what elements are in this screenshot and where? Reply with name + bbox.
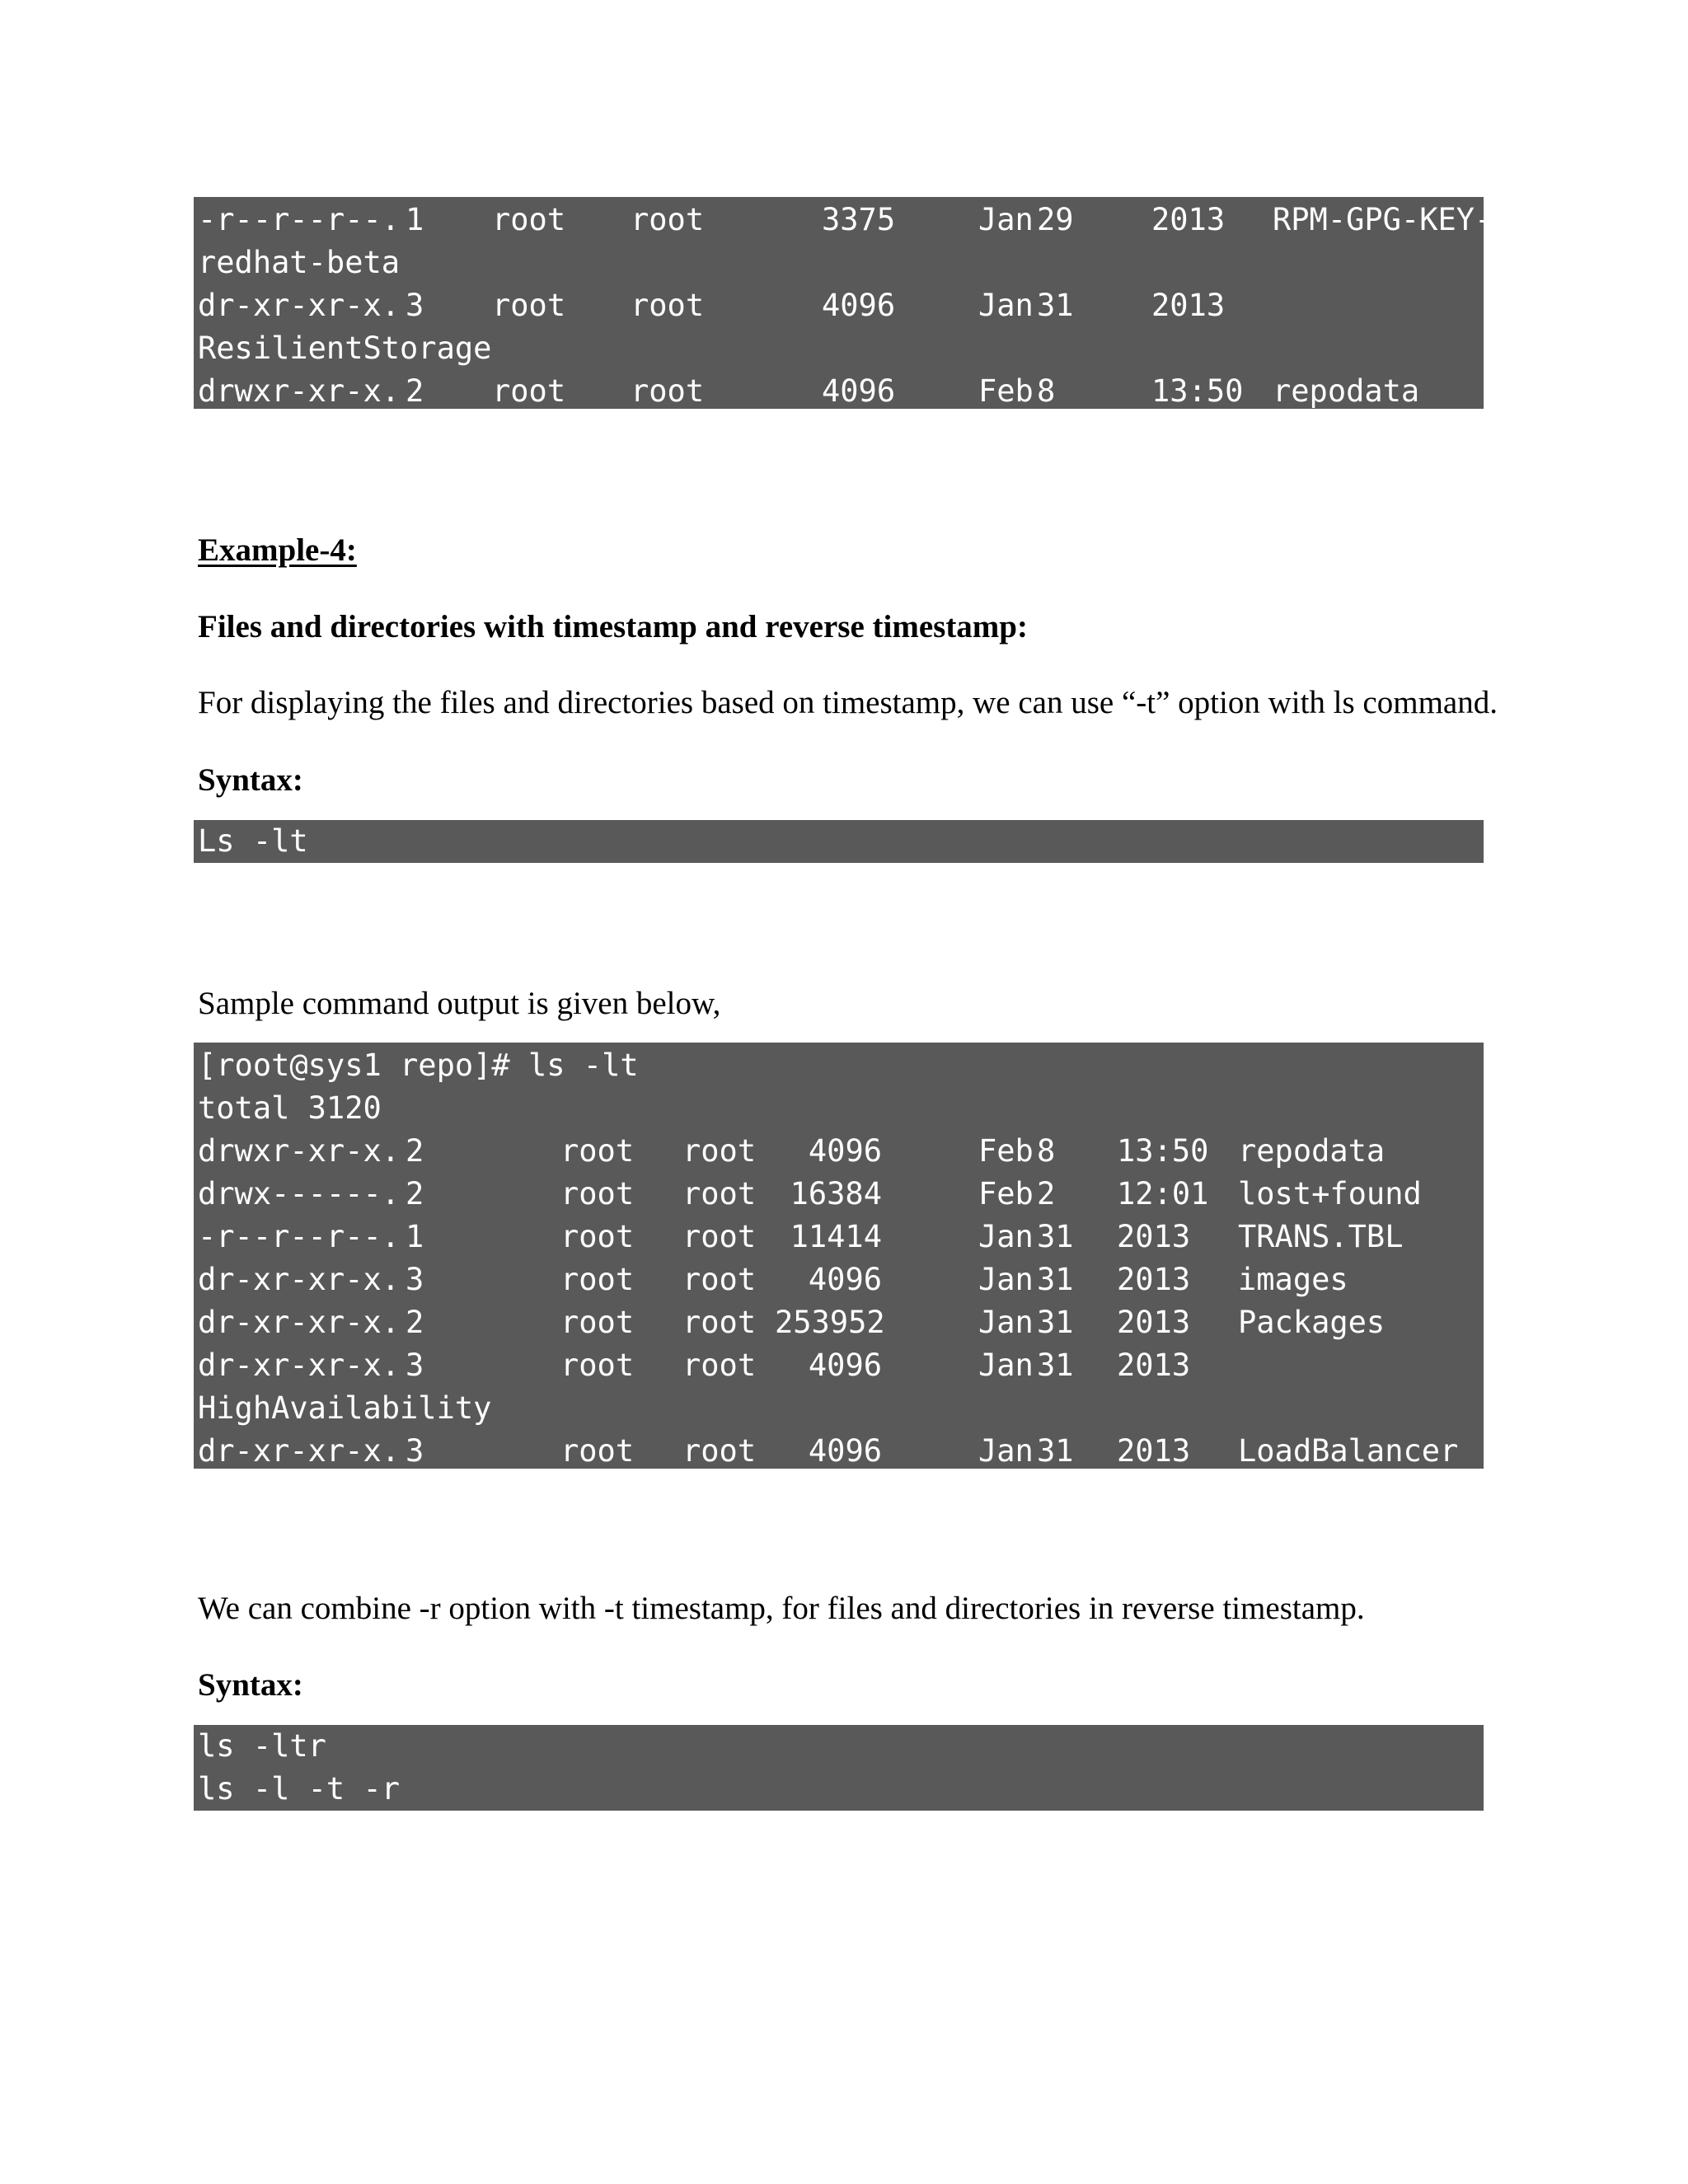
row-group: root — [682, 1262, 757, 1297]
row-name: RPM-GPG-KEY- — [1273, 202, 1493, 237]
row-month: Jan — [978, 1433, 1034, 1469]
row-time: 2013 — [1151, 288, 1226, 323]
row-name-wrapped: ResilientStorage — [198, 330, 492, 366]
row-size: 4096 — [808, 1262, 882, 1297]
row-links: 1 — [406, 202, 424, 237]
row-name: Packages — [1238, 1305, 1386, 1340]
syntax-code-block-2 — [194, 1725, 1484, 1811]
row-owner: root — [560, 1433, 635, 1469]
syntax-command-line: ls -ltr — [198, 1728, 326, 1764]
row-links: 3 — [406, 1433, 424, 1469]
row-perm: dr-xr-xr-x. — [198, 1347, 401, 1383]
listing-row — [198, 1258, 1484, 1301]
row-size: 4096 — [808, 1433, 882, 1469]
row-group: root — [682, 1433, 757, 1469]
row-time: 2013 — [1117, 1219, 1191, 1254]
row-size: 4096 — [822, 288, 896, 323]
row-month: Jan — [978, 1305, 1034, 1340]
row-time: 2013 — [1117, 1433, 1191, 1469]
intro-paragraph: For displaying the files and directories based on timestamp, we can use “-t” option with ls command. — [198, 685, 1498, 720]
row-links: 3 — [406, 1262, 424, 1297]
row-group: root — [631, 373, 705, 409]
row-name: TRANS.TBL — [1238, 1219, 1404, 1254]
row-name-wrapped: redhat-beta — [198, 245, 401, 280]
sample-output-rows — [198, 1130, 1484, 1473]
row-day: 31 — [1037, 1347, 1074, 1383]
row-time: 13:50 — [1117, 1133, 1209, 1169]
total-line: total 3120 — [198, 1090, 382, 1126]
row-owner: root — [492, 288, 566, 323]
row-links: 3 — [406, 288, 424, 323]
row-size: 4096 — [808, 1133, 882, 1169]
row-perm: dr-xr-xr-x. — [198, 288, 401, 323]
row-links: 1 — [406, 1219, 424, 1254]
row-name: LoadBalancer — [1238, 1433, 1459, 1469]
listing-row — [198, 199, 1493, 241]
row-owner: root — [560, 1262, 635, 1297]
listing-row — [198, 284, 1484, 327]
row-owner: root — [560, 1305, 635, 1340]
listing-row — [198, 1130, 1484, 1173]
prompt-line: [root@sys1 repo]# ls -lt — [198, 1047, 639, 1083]
syntax-code-block-1 — [194, 820, 1484, 863]
row-links: 2 — [406, 1176, 424, 1212]
row-month: Feb — [978, 1176, 1034, 1212]
row-links: 2 — [406, 1305, 424, 1340]
row-month: Feb — [978, 373, 1034, 409]
row-owner: root — [560, 1133, 635, 1169]
row-links: 2 — [406, 1133, 424, 1169]
row-day: 8 — [1037, 373, 1056, 409]
row-size: 4096 — [808, 1347, 882, 1383]
row-month: Jan — [978, 202, 1034, 237]
row-group: root — [682, 1219, 757, 1254]
row-month: Jan — [978, 1262, 1034, 1297]
row-owner: root — [560, 1176, 635, 1212]
row-day: 31 — [1037, 1305, 1074, 1340]
row-owner: root — [560, 1219, 635, 1254]
row-month: Jan — [978, 1219, 1034, 1254]
listing-row — [198, 1344, 1484, 1387]
sample-output-caption: Sample command output is given below, — [198, 986, 721, 1021]
row-day: 31 — [1037, 1219, 1074, 1254]
syntax-label-1: Syntax: — [198, 762, 303, 798]
row-size: 3375 — [822, 202, 896, 237]
row-day: 31 — [1037, 288, 1074, 323]
row-day: 8 — [1037, 1133, 1056, 1169]
row-time: 12:01 — [1117, 1176, 1209, 1212]
row-group: root — [682, 1133, 757, 1169]
row-day: 29 — [1037, 202, 1074, 237]
row-size: 4096 — [822, 373, 896, 409]
row-group: root — [631, 202, 705, 237]
row-links: 3 — [406, 1347, 424, 1383]
row-perm: drwx------. — [198, 1176, 401, 1212]
row-month: Feb — [978, 1133, 1034, 1169]
row-perm: -r--r--r--. — [198, 1219, 401, 1254]
sample-output-code-block — [194, 1043, 1484, 1469]
syntax-command-line: ls -l -t -r — [198, 1771, 401, 1807]
row-group: root — [682, 1176, 757, 1212]
example-heading: Example-4: — [198, 532, 357, 568]
row-group: root — [682, 1305, 757, 1340]
row-time: 2013 — [1117, 1305, 1191, 1340]
listing-row — [198, 370, 1484, 413]
row-owner: root — [560, 1347, 635, 1383]
row-perm: dr-xr-xr-x. — [198, 1305, 401, 1340]
row-month: Jan — [978, 288, 1034, 323]
row-name: images — [1238, 1262, 1348, 1297]
row-owner: root — [492, 202, 566, 237]
listing-row — [198, 1301, 1484, 1344]
row-name: repodata — [1238, 1133, 1386, 1169]
row-perm: drwxr-xr-x. — [198, 1133, 401, 1169]
row-time: 2013 — [1151, 202, 1226, 237]
row-day: 31 — [1037, 1433, 1074, 1469]
listing-row — [198, 1216, 1484, 1258]
row-size: 16384 — [790, 1176, 882, 1212]
row-day: 31 — [1037, 1262, 1074, 1297]
row-perm: dr-xr-xr-x. — [198, 1433, 401, 1469]
row-name: lost+found — [1238, 1176, 1422, 1212]
row-group: root — [631, 288, 705, 323]
row-name: repodata — [1273, 373, 1420, 409]
listing-row — [198, 1430, 1484, 1473]
row-links: 2 — [406, 373, 424, 409]
row-owner: root — [492, 373, 566, 409]
row-month: Jan — [978, 1347, 1034, 1383]
row-time: 2013 — [1117, 1262, 1191, 1297]
row-day: 2 — [1037, 1176, 1056, 1212]
listing-row — [198, 1173, 1484, 1216]
row-group: root — [682, 1347, 757, 1383]
row-time: 13:50 — [1151, 373, 1244, 409]
row-time: 2013 — [1117, 1347, 1191, 1383]
row-size: 253952 — [775, 1305, 885, 1340]
combine-paragraph: We can combine -r option with -t timestamp, for files and directories in reverse timestamp. — [198, 1591, 1365, 1626]
row-name-wrapped: HighAvailability — [198, 1390, 492, 1426]
listing-top-code-block — [194, 197, 1493, 409]
syntax-command-line: Ls -lt — [198, 823, 308, 859]
syntax-label-2: Syntax: — [198, 1667, 303, 1703]
section-subheading: Files and directories with timestamp and reverse timestamp: — [198, 609, 1028, 644]
row-perm: -r--r--r--. — [198, 202, 401, 237]
row-perm: drwxr-xr-x. — [198, 373, 401, 409]
row-size: 11414 — [790, 1219, 882, 1254]
row-perm: dr-xr-xr-x. — [198, 1262, 401, 1297]
